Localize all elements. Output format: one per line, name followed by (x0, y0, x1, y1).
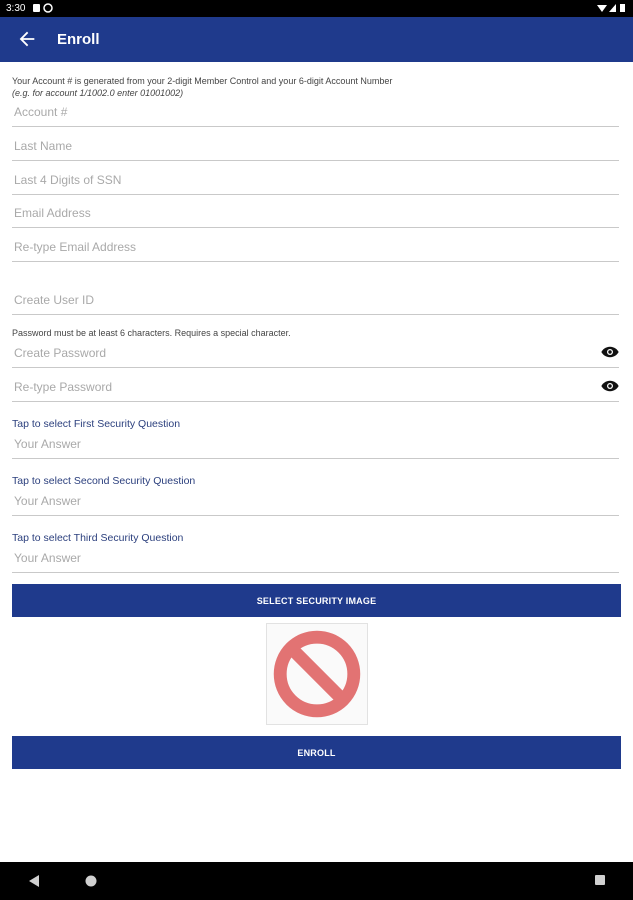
eye-icon[interactable] (601, 380, 619, 392)
third-answer-field[interactable] (12, 544, 619, 573)
nav-home-icon[interactable] (84, 874, 98, 888)
wifi-battery-icon (597, 3, 627, 13)
second-answer-field[interactable] (12, 487, 619, 516)
password-confirm-field[interactable] (12, 373, 619, 402)
nav-back-icon[interactable] (28, 874, 40, 888)
third-answer-placeholder: Your Answer (14, 551, 81, 565)
notification-icons (33, 3, 55, 16)
status-time: 3:30 (6, 3, 26, 14)
first-answer-field[interactable] (12, 430, 619, 459)
last-name-field[interactable] (12, 132, 619, 161)
ssn-field[interactable] (12, 166, 619, 195)
app-bar (0, 17, 633, 62)
email-confirm-field[interactable] (12, 233, 619, 262)
user-id-field[interactable] (12, 286, 619, 315)
account-note: Your Account # is generated from your 2-digit Member Control and your 6-digit Account Number (12, 76, 393, 86)
back-arrow-icon[interactable] (16, 28, 38, 50)
account-example: (e.g. for account 1/1002.0 enter 01001002) (12, 88, 184, 98)
account-number-placeholder: Account # (14, 105, 68, 119)
security-image[interactable] (266, 623, 368, 725)
second-security-question[interactable]: Tap to select Second Security Question (12, 475, 196, 487)
ssn-placeholder: Last 4 Digits of SSN (14, 173, 122, 187)
account-number-field[interactable] (12, 98, 619, 127)
third-security-question[interactable]: Tap to select Third Security Question (12, 532, 184, 544)
select-security-image-button[interactable]: SELECT SECURITY IMAGE (12, 584, 621, 617)
second-answer-placeholder: Your Answer (14, 494, 81, 508)
email-confirm-placeholder: Re-type Email Address (14, 240, 137, 254)
status-bar (0, 0, 633, 17)
password-field[interactable] (12, 339, 619, 368)
eye-icon[interactable] (601, 346, 619, 358)
navigation-bar (0, 862, 633, 900)
system-icons (597, 3, 627, 16)
first-answer-placeholder: Your Answer (14, 437, 81, 451)
password-note: Password must be at least 6 characters. Requires a special character. (12, 328, 291, 338)
email-field[interactable] (12, 199, 619, 228)
password-placeholder: Create Password (14, 346, 107, 360)
first-security-question[interactable]: Tap to select First Security Question (12, 418, 181, 430)
password-confirm-placeholder: Re-type Password (14, 380, 113, 394)
enroll-button[interactable]: ENROLL (12, 736, 621, 769)
page-title: Enroll (57, 31, 100, 48)
last-name-placeholder: Last Name (14, 139, 73, 153)
user-id-placeholder: Create User ID (14, 293, 95, 307)
notification-icon (33, 3, 55, 13)
nav-recents-icon[interactable] (594, 874, 606, 886)
no-image-icon (271, 628, 363, 720)
email-placeholder: Email Address (14, 206, 91, 220)
